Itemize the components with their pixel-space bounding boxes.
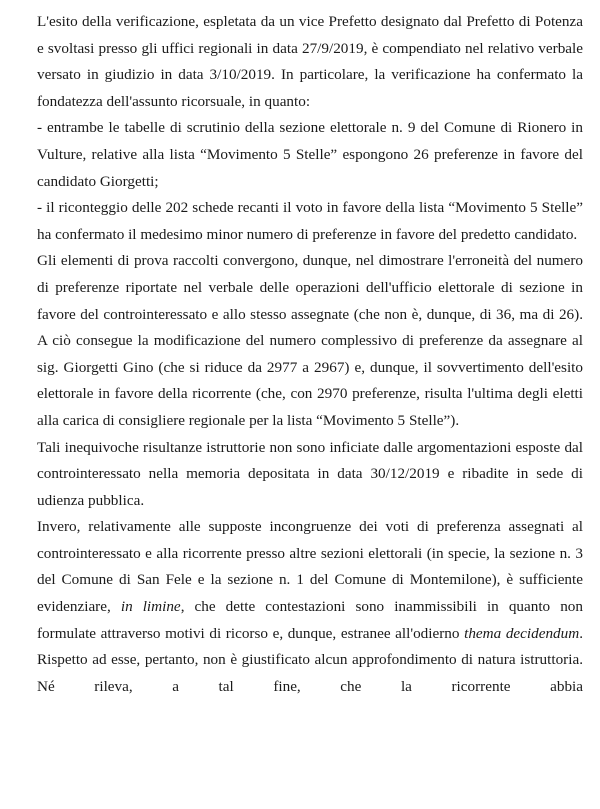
paragraph-recount: - il riconteggio delle 202 schede recanti il voto in favore della lista “Movimento 5 Stelle” ha confermato il medesimo minor numero di preferenze in favore del predetto candidato.	[37, 199, 583, 243]
text-segment: , che dette contestazioni sono inammissibili in quanto non formulate attraverso motivi di ricorso e, dunque, estranee all'odierno	[37, 598, 583, 642]
paragraph-evidence: Gli elementi di prova raccolti convergono, dunque, nel dimostrare l'erroneità del numero di preferenze riportate nel verbale delle operazioni dell'ufficio elettorale di sezione in favore del controinteressato e allo stesso assegnate (che non è, dunque, di 36, ma di 26). A ciò consegue la modificazione del numero complessivo di preferenze da assegnare al sig. Giorgetti Gino (che si riduce da 2977 a 2967) e, dunque, il sovvertimento dell'esito elettorale in favore della ricorrente (che, con 2970 preferenze, risulta l'ultima degli eletti alla carica di consigliere regionale per la lista “Movimento 5 Stelle”).	[37, 252, 583, 429]
italic-term-thema-decidendum: thema decidendum	[464, 624, 580, 642]
paragraph-tally-tables: - entrambe le tabelle di scrutinio della sezione elettorale n. 9 del Comune di Rionero in Vulture, relative alla lista “Movimento 5 Stelle” espongono 26 preferenze in favore del candidato Giorgetti;	[37, 119, 583, 190]
paragraph-verification-outcome: L'esito della verificazione, espletata da un vice Prefetto designato dal Prefetto di Potenza e svoltasi presso gli uffici regionali in data 27/9/2019, è compendiato nel relativo verbale versato in giudizio in data 3/10/2019. In particolare, la verificazione ha confermato la fondatezza dell'assunto ricorsuale, in quanto:	[37, 13, 583, 110]
text-segment: Invero, relativamente alle supposte incongruenze dei voti di preferenza assegnati al controinteressato e alla ricorrente presso altre sezioni elettorali (in specie, la sezione n. 3 del Comune di San Fele e la sezione n. 1 del Comune di Montemilone), è sufficiente evidenziare,	[37, 518, 583, 616]
paragraph-inconsistencies	[37, 514, 583, 700]
italic-term-in-limine: in limine	[120, 598, 181, 616]
text-segment: . Rispetto ad esse, pertanto, non è giustificato alcun approfondimento di natura istruttoria. Né rileva, a tal fine, che la ricorrente abbia	[37, 624, 583, 695]
paragraph-unequivocal-findings: Tali inequivoche risultanze istruttorie non sono inficiate dalle argomentazioni esposte dal controinteressato nella memoria depositata in data 30/12/2019 e ribadite in sede di udienza pubblica.	[37, 438, 583, 509]
document-body	[37, 9, 583, 700]
